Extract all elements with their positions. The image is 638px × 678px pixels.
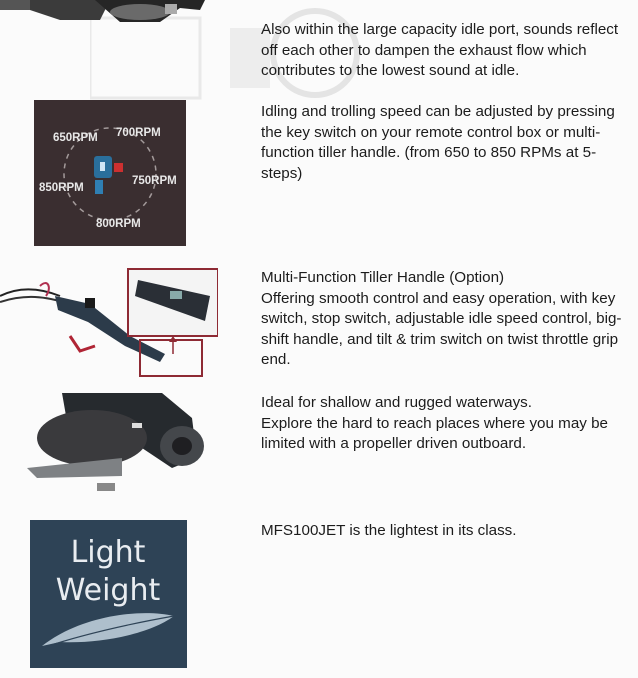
idle-port-text bbox=[261, 20, 626, 82]
light-weight-badge bbox=[30, 520, 187, 668]
light-weight-svg bbox=[30, 520, 187, 668]
badge-line2: Weight bbox=[55, 573, 161, 608]
jet-line2: Explore the hard to reach places where you may be limited with a propeller driven outboard. bbox=[261, 414, 608, 452]
jet-unit-photo bbox=[22, 388, 208, 496]
jet-line1: Ideal for shallow and rugged waterways. bbox=[261, 394, 532, 411]
tiller-paragraph: Offering smooth control and easy operation, with key switch, stop switch, adjustable idle speed control, big-shift handle, and tilt & trim switch on twist throttle grip end. bbox=[261, 289, 622, 368]
idle-speed-paragraph: Idling and trolling speed can be adjusted by pressing the key switch on your remote control box or multi-function tiller handle. (from 650 to 850 RPMs at 5-steps) bbox=[261, 103, 615, 182]
tiller-text bbox=[261, 268, 626, 371]
badge-line1: Light bbox=[70, 535, 146, 570]
engine-top-photo bbox=[0, 0, 215, 22]
idle-speed-text bbox=[261, 102, 626, 184]
engine-photo-svg bbox=[0, 0, 215, 22]
jet-unit-svg bbox=[22, 388, 208, 496]
light-paragraph: MFS100JET is the lightest in its class. bbox=[261, 522, 517, 539]
tiller-handle-svg bbox=[0, 266, 218, 378]
rpm-diagram bbox=[34, 100, 186, 246]
rpm-label-650: 650RPM bbox=[53, 132, 98, 144]
rpm-diagram-svg bbox=[34, 100, 186, 246]
idle-port-paragraph: Also within the large capacity idle port, sounds reflect off each other to dampen the exhaust flow which contributes to the lowest sound at idle. bbox=[261, 21, 619, 79]
rpm-label-850: 850RPM bbox=[39, 182, 84, 194]
rpm-label-700: 700RPM bbox=[116, 127, 161, 139]
jet-text bbox=[261, 393, 626, 455]
rpm-label-750: 750RPM bbox=[132, 175, 177, 187]
light-text bbox=[261, 521, 626, 542]
rpm-label-800: 800RPM bbox=[96, 218, 141, 230]
tiller-title: Multi-Function Tiller Handle (Option) bbox=[261, 269, 505, 286]
tiller-handle-photo bbox=[0, 266, 218, 378]
